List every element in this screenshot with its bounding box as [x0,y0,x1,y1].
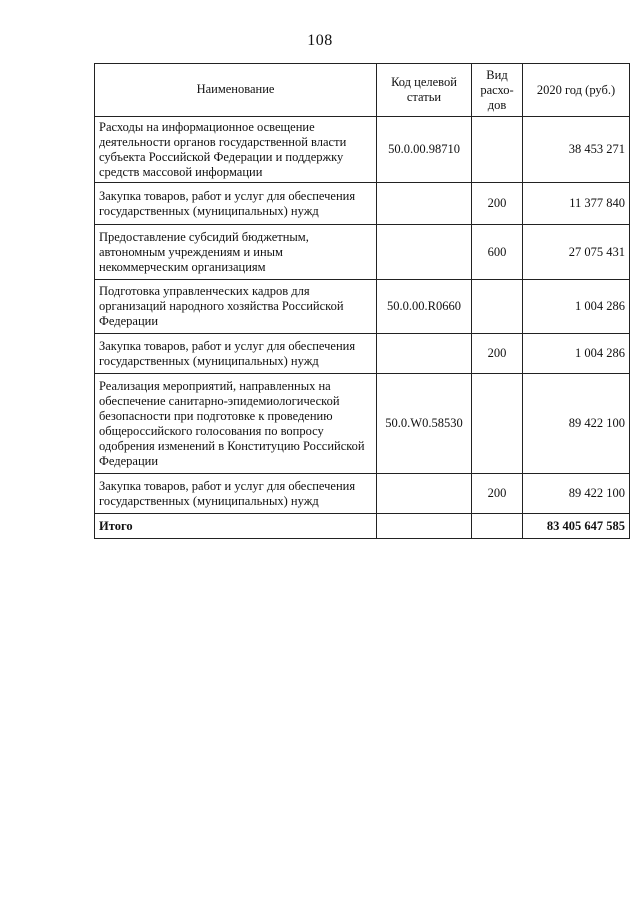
header-kind: Вид расхо-дов [472,64,523,117]
table-row [95,280,630,334]
row-code: 50.0.00.R0660 [377,280,472,334]
table-row [95,117,630,183]
row-kind: 600 [472,225,523,280]
total-row [95,514,630,539]
total-amount: 83 405 647 585 [523,514,630,539]
table-row [95,183,630,225]
row-kind: 200 [472,334,523,374]
row-amount: 27 075 431 [523,225,630,280]
row-code: 50.0.00.98710 [377,117,472,183]
row-name: Закупка товаров, работ и услуг для обеспечения государственных (муниципальных) нужд [95,183,377,225]
row-code [377,334,472,374]
row-name: Подготовка управленческих кадров для организаций народного хозяйства Российской Федерации [95,280,377,334]
row-kind [472,280,523,334]
row-code [377,183,472,225]
row-amount: 89 422 100 [523,374,630,474]
table-row [95,474,630,514]
total-code [377,514,472,539]
budget-table [94,63,630,539]
row-amount: 1 004 286 [523,280,630,334]
row-name: Реализация мероприятий, направленных на обеспечение санитарно-эпидемиологической безопасности при подготовке к проведению общероссийского голосования по вопросу одобрения изменений в Конституцию Российской Федерации [95,374,377,474]
row-name: Предоставление субсидий бюджетным, автономным учреждениям и иным некоммерческим организациям [95,225,377,280]
header-amount: 2020 год (руб.) [523,64,630,117]
row-amount: 11 377 840 [523,183,630,225]
row-code [377,474,472,514]
row-name: Расходы на информационное освещение деятельности органов государственной власти субъекта Российской Федерации и поддержку средств массовой информации [95,117,377,183]
row-amount: 89 422 100 [523,474,630,514]
header-name: Наименование [95,64,377,117]
row-kind: 200 [472,474,523,514]
page-number: 108 [307,32,333,49]
row-code: 50.0.W0.58530 [377,374,472,474]
row-amount: 38 453 271 [523,117,630,183]
row-kind: 200 [472,183,523,225]
row-amount: 1 004 286 [523,334,630,374]
total-kind [472,514,523,539]
total-label: Итого [95,514,377,539]
header-code: Код целевой статьи [377,64,472,117]
table-row [95,374,630,474]
row-kind [472,117,523,183]
row-code [377,225,472,280]
row-name: Закупка товаров, работ и услуг для обеспечения государственных (муниципальных) нужд [95,334,377,374]
row-kind [472,374,523,474]
table-header-row [95,64,630,117]
table-row [95,225,630,280]
row-name: Закупка товаров, работ и услуг для обеспечения государственных (муниципальных) нужд [95,474,377,514]
table-row [95,334,630,374]
